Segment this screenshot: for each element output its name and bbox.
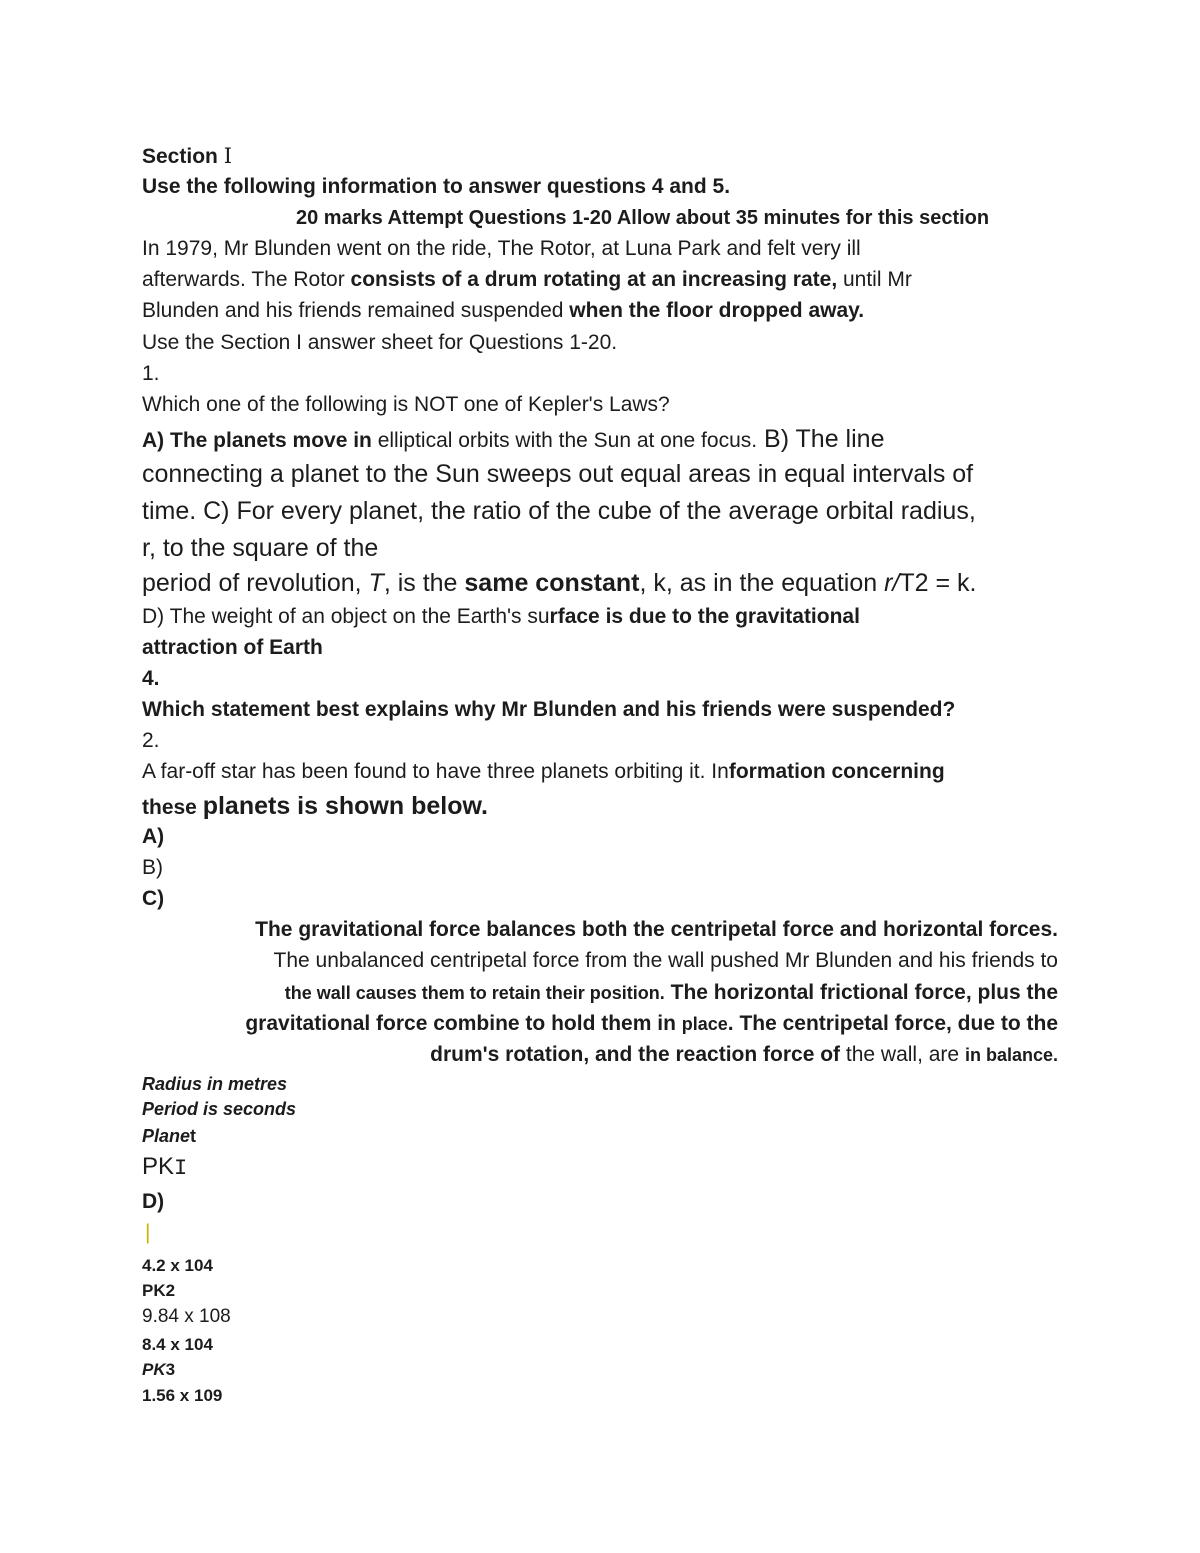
marks-line: 20 marks Attempt Questions 1-20 Allow about 35 minutes for this section bbox=[296, 207, 990, 229]
section-title: Section bbox=[142, 145, 218, 168]
q1-line-2: connecting a planet to the Sun sweeps out equal areas in equal intervals of bbox=[142, 460, 974, 488]
option-d-text: D) The weight of an object on the Earth's su bbox=[142, 605, 550, 628]
kepler-text: , is the bbox=[383, 569, 465, 597]
period-label: Period is seconds bbox=[142, 1099, 297, 1119]
story-line-3 bbox=[142, 298, 864, 324]
option-c-text: The gravitational force balances both the centripetal force and horizontal forces. bbox=[255, 918, 1058, 941]
q2-number: 2. bbox=[142, 729, 160, 752]
planet-label-text: t bbox=[190, 1126, 197, 1146]
story-line-2 bbox=[142, 267, 912, 293]
story-line-1: In 1979, Mr Blunden went on the ride, The Rotor, at Luna Park and felt very ill bbox=[142, 237, 861, 260]
grav-text: place bbox=[681, 1014, 728, 1034]
kepler-text: , k, as in the equation bbox=[639, 569, 885, 597]
q2-line-1 bbox=[142, 759, 945, 785]
q2-bold-text: formation concerning bbox=[728, 760, 945, 783]
drum-bold-text: in balance. bbox=[964, 1045, 1058, 1065]
radius-label: Radius in metres bbox=[142, 1074, 288, 1094]
section-heading bbox=[142, 143, 232, 170]
story-text: Blunden and his friends remained suspended bbox=[142, 299, 570, 322]
q1-option-d bbox=[142, 604, 860, 630]
option-a: A) bbox=[142, 825, 165, 848]
q4-question: Which statement best explains why Mr Blunden and his friends were suspended? bbox=[142, 698, 956, 721]
kepler-text: T2 = k. bbox=[899, 569, 977, 597]
q1-line-3: time. C) For every planet, the ratio of the cube of the average orbital radius, bbox=[142, 497, 976, 525]
section-numeral: I bbox=[223, 144, 232, 168]
story-text: until Mr bbox=[837, 268, 912, 291]
q4-number: 4. bbox=[142, 667, 160, 690]
pk3-label bbox=[142, 1357, 175, 1383]
q1-line-1 bbox=[142, 424, 884, 456]
planet-label bbox=[142, 1123, 196, 1149]
q1-line-5 bbox=[142, 567, 976, 599]
pk3-text: PK bbox=[142, 1360, 166, 1379]
pk1-label bbox=[142, 1152, 187, 1184]
option-a-label: A) The planets move in bbox=[142, 429, 372, 452]
planet-label-text: Plane bbox=[142, 1126, 191, 1146]
q1-number: 1. bbox=[142, 362, 160, 385]
q1-line-4: r, to the square of the bbox=[142, 534, 379, 562]
q1-question: Which one of the following is NOT one of Kepler's Laws? bbox=[142, 393, 670, 416]
drum-line bbox=[430, 1042, 1058, 1068]
grav-text: gravitational force combine to hold them in bbox=[245, 1012, 682, 1035]
option-c: C) bbox=[142, 887, 165, 910]
story-text: afterwards. The Rotor bbox=[142, 268, 351, 291]
drum-bold-text: drum's rotation, and the reaction force of bbox=[430, 1043, 841, 1066]
section-instruction: Use the following information to answer questions 4 and 5. bbox=[142, 175, 731, 198]
story-bold-text: when the floor dropped away. bbox=[569, 299, 865, 322]
wall-text: The horizontal frictional force, plus the bbox=[664, 981, 1058, 1004]
value-2: 9.84 x 108 bbox=[142, 1306, 231, 1327]
grav-text: . The centripetal force, due to the bbox=[727, 1012, 1058, 1035]
wall-text: the wall causes them to retain their position. bbox=[284, 983, 665, 1003]
option-b: B) bbox=[142, 856, 163, 879]
kepler-symbol: T bbox=[368, 569, 384, 597]
value-4: 1.56 x 109 bbox=[142, 1386, 223, 1405]
value-3: 8.4 x 104 bbox=[142, 1335, 213, 1354]
pk2-label: PK2 bbox=[142, 1281, 176, 1300]
pk3-text: 3 bbox=[165, 1360, 176, 1379]
story-bold-text: consists of a drum rotating at an increasing rate, bbox=[350, 268, 838, 291]
pk1-text: I bbox=[174, 1156, 188, 1181]
drum-text: the wall, are bbox=[840, 1043, 965, 1066]
option-b-text: The unbalanced centripetal force from the wall pushed Mr Blunden and his friends to bbox=[273, 949, 1058, 972]
q2-bold-text: planets is shown below. bbox=[202, 792, 488, 820]
q1-option-d-line-2: attraction of Earth bbox=[142, 636, 323, 659]
q2-text: A far-off star has been found to have three planets orbiting it. In bbox=[142, 760, 729, 783]
kepler-symbol: r/ bbox=[884, 569, 900, 597]
q2-bold-text: these bbox=[142, 796, 203, 819]
option-a-text: elliptical orbits with the Sun at one focus. bbox=[371, 429, 758, 452]
value-1: 4.2 x 104 bbox=[142, 1256, 213, 1275]
option-d-bold-text: rface is due to the gravitational bbox=[549, 605, 860, 628]
option-d: D) bbox=[142, 1190, 165, 1213]
kepler-bold-text: same constant bbox=[464, 569, 640, 597]
kepler-text: period of revolution, bbox=[142, 569, 369, 597]
answer-sheet-note: Use the Section I answer sheet for Questions 1-20. bbox=[142, 331, 618, 354]
wall-line bbox=[285, 980, 1058, 1006]
q2-line-2 bbox=[142, 791, 488, 823]
pk1-text: PK bbox=[142, 1153, 175, 1180]
gravitational-line bbox=[245, 1011, 1058, 1037]
text-cursor-mark: | bbox=[145, 1221, 151, 1244]
option-b-label: B) The line bbox=[757, 425, 885, 453]
